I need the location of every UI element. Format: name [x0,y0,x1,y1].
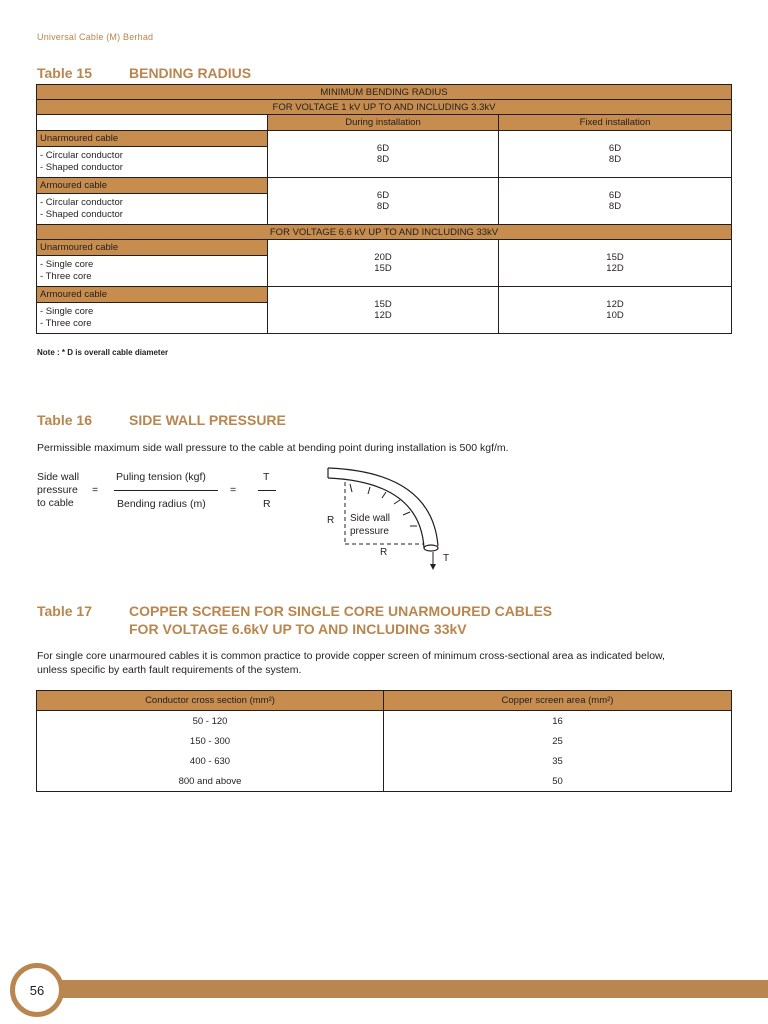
core-list [37,303,268,334]
conductor-type: - Shaped conductor [40,209,123,220]
conductor-value: 800 and above [37,771,384,792]
fixed-cell [499,287,732,334]
col-conductor-header: Conductor cross section (mm²) [37,691,384,711]
value: 20D [374,252,392,263]
table16-title: SIDE WALL PRESSURE [129,412,286,428]
group-label: Armoured cable [37,287,268,303]
core-type: - Three core [40,271,92,282]
conductor-list [37,147,268,178]
value: 15D [374,263,392,274]
core-type: - Single core [40,259,94,270]
diagram-pressure-line: pressure [350,526,389,537]
bending-radius-table [36,84,732,334]
diagram-pressure-label [350,512,390,538]
formula-denominator: Bending radius (m) [117,498,206,510]
group-label: Unarmoured cable [37,240,268,256]
table16-heading [37,412,286,428]
table15-number: Table 15 [37,65,92,81]
value: 12D [374,310,392,321]
value: 8D [376,201,390,212]
conductor-list [37,194,268,225]
fixed-cell [499,240,732,287]
formula-numerator-t: T [263,471,270,483]
band-low-voltage: FOR VOLTAGE 1 kV UP TO AND INCLUDING 3.3kV [37,100,732,115]
table15-title: BENDING RADIUS [129,65,252,81]
conductor-value: 400 - 630 [37,751,384,771]
table17-title-2: FOR VOLTAGE 6.6kV UP TO AND INCLUDING 33kV [129,621,467,637]
band-high-voltage: FOR VOLTAGE 6.6 kV UP TO AND INCLUDING 33kV [37,225,732,240]
during-cell [268,287,499,334]
brand-name: Universal Cable (M) Berhad [37,32,154,42]
value: 8D [608,154,622,165]
band-min-radius: MINIMUM BENDING RADIUS [37,85,732,100]
table15-heading [37,65,251,81]
fixed-cell [499,131,732,178]
conductor-type: - Shaped conductor [40,162,123,173]
value: 15D [606,252,624,263]
footer-bar [40,980,768,998]
screen-value: 50 [384,771,732,792]
during-cell [268,178,499,225]
value: 12D [606,263,624,274]
equals-sign: = [92,484,99,496]
core-type: - Single core [40,306,94,317]
table16-number: Table 16 [37,412,92,428]
formula-lhs-line: to cable [37,497,74,509]
formula-lhs-line: pressure [37,484,78,496]
during-cell [268,240,499,287]
fraction-line [114,490,218,491]
table17-text-line: unless specific by earth fault requirements of the system. [37,664,302,676]
value: 10D [606,310,624,321]
table-row [37,751,732,771]
table17-text-line: For single core unarmoured cables it is common practice to provide copper screen of minimum cross-sectional area as indicated below, [37,650,665,662]
table16-text: Permissible maximum side wall pressure to the cable at bending point during installation is 500 kgf/m. [37,442,509,454]
core-type: - Three core [40,318,92,329]
conductor-value: 150 - 300 [37,731,384,751]
fraction-line-2 [258,490,276,491]
value: 8D [608,201,622,212]
value: 6D [376,143,390,154]
fixed-cell [499,178,732,225]
screen-value: 25 [384,731,732,751]
table-row [37,711,732,732]
group-label: Armoured cable [37,178,268,194]
group-label: Unarmoured cable [37,131,268,147]
diagram-t-label: T [443,553,450,564]
value: 15D [374,299,392,310]
during-cell [268,131,499,178]
formula-denominator-r: R [263,498,271,510]
screen-value: 16 [384,711,732,732]
diagram-r-left: R [327,515,335,526]
col-screen-header: Copper screen area (mm²) [384,691,732,711]
value: 8D [376,154,390,165]
col-fixed-header: Fixed installation [499,115,732,131]
core-list [37,256,268,287]
conductor-type: - Circular conductor [40,197,123,208]
page-number-text: 56 [29,982,45,998]
table15-note: Note : * D is overall cable diameter [37,348,169,357]
formula-lhs-line: Side wall [37,471,80,483]
table-row [37,731,732,751]
value: 6D [608,143,622,154]
table17-text [37,649,737,677]
value: 6D [376,190,390,201]
table17-title: COPPER SCREEN FOR SINGLE CORE UNARMOURED CABLES [129,603,553,619]
equals-sign-2: = [230,484,237,496]
formula-numerator: Puling tension (kgf) [116,471,206,483]
screen-value: 35 [384,751,732,771]
table17-number: Table 17 [37,603,92,619]
table17-heading [37,602,552,638]
conductor-type: - Circular conductor [40,150,123,161]
col-during-header: During installation [268,115,499,131]
diagram-r-bottom: R [380,547,388,558]
table-row [37,771,732,792]
page-number [10,963,64,1017]
diagram-pressure-line: Side wall [350,513,391,524]
value: 12D [606,299,624,310]
copper-screen-table [36,690,732,792]
formula-lhs [37,471,79,510]
value: 6D [608,190,622,201]
conductor-value: 50 - 120 [37,711,384,732]
